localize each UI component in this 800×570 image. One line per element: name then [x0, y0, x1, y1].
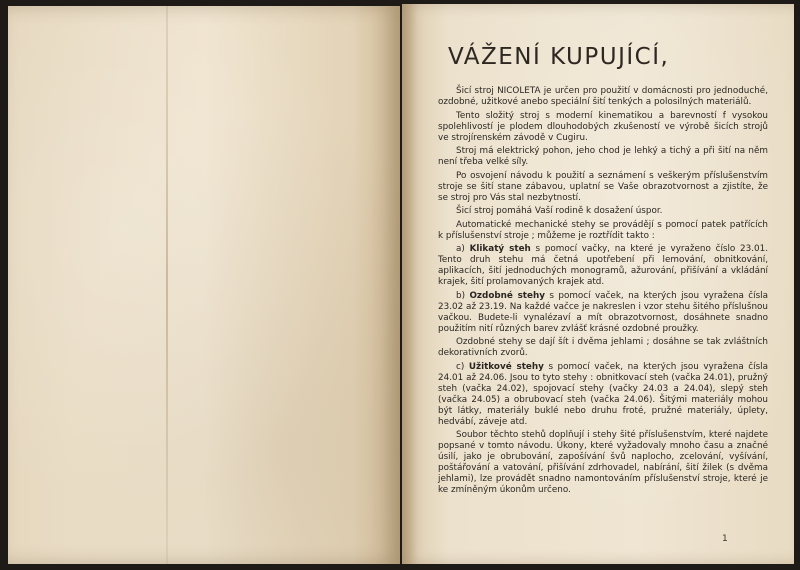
page-crease [166, 6, 168, 564]
item-b [438, 291, 768, 335]
item-c-text: s pomocí vaček, na kterých jsou vyražena čísla 24.01 až 24.06. Jsou to tyto stehy : obnitkovací steh (vačka 24.01), pružný steh (vačka 24.02), spojovací stehy (vačky 24.03 a 24.04), slepý steh (vačka 24.05) a obrubovací steh (vačka 24.06). Šitými materiály mohou být látky, materiály buklé nebo druhu froté, pružné materiály, úplety, hedvábí, záveje atd. [438, 361, 769, 427]
item-b-text: s pomocí vaček, na kterých jsou vyražena čísla 23.02 až 23.19. Na každé vačce je nakreslen i vzor stehu šitého příslušnou vačkou. Budete-li vynalézaví a mít obrazotvornost, dosáhnete snadno použitím nití různých barev zvlášť krásné ozdobné proužky. [438, 290, 768, 334]
item-c [438, 362, 768, 428]
paragraph-2: Tento složitý stroj s moderní kinematikou a barevností f vysokou spolehlivostí je plodem dlouhodobých zkušeností ve výrobě šicích strojů ve strojírenském závodě v Cugiru. [438, 110, 768, 143]
item-b-prefix: b) [456, 290, 466, 301]
paragraph-6: Automatické mechanické stehy se provádějí s pomocí patek patřících k příslušenství stroje ; můžeme je roztřídit takto : [438, 219, 768, 241]
item-c-term: Užitkové stehy [468, 361, 544, 372]
paragraph-3: Stroj má elektrický pohon, jeho chod je lehký a tichý a při šití na něm není třeba velké síly. [438, 146, 768, 167]
middle-paragraph: Ozdobné stehy se dají šít i dvěma jehlami ; dosáhne se tak zvláštních dekorativních zvorů. [438, 337, 768, 358]
page-content [438, 44, 768, 499]
item-a-text: s pomocí vačky, na které je vyraženo číslo 23.01. Tento druh stehu má četná upotřebení při lemování, obnitkování, aplikacích, šití jednoduchých monogramů, ažurování, přišívání a vkládání krajek, šití prolamovaných krajek atd. [438, 244, 769, 287]
item-c-prefix: c) [456, 361, 465, 372]
left-page-blank [8, 6, 400, 564]
paragraph-4: Po osvojení návodu k použití a seznámení s veškerým příslušenstvím stroje se šití stane zábavou, uplatní se Vaše obrazotvornost a zjistíte, že se stroj pro Vás stal nezbytností. [438, 170, 768, 203]
page-heading: VÁŽENÍ KUPUJÍCÍ, [448, 44, 670, 70]
item-b-term: Ozdobné stehy [469, 290, 545, 301]
closing-paragraph: Soubor těchto stehů doplňují i stehy šité příslušenstvím, které najdete popsané v tomto návodu. Úkony, které vyžadovaly mnoho času a značné úsilí, jako je obrubování, zapošívání švů naplocho, zcelování, vyšívání, poštářování a vatování, přišívání zdrhovadel, nabírání, šití žilek (s dvěma jehlami), lze provádět snadno namontováním příslušenství stroje, které je ke zmíněným úkonům určeno. [438, 430, 768, 495]
right-page [402, 4, 794, 564]
item-a [438, 244, 768, 288]
paragraph-5: Šicí stroj pomáhá Vaší rodině k dosažení úspor. [456, 206, 663, 216]
item-a-prefix: a) [456, 244, 465, 254]
paragraph-1: Šicí stroj NICOLETA je určen pro použití v domácnosti pro jednoduché, ozdobné, užitkové anebo speciální šití tenkých a polosilných materiálů. [438, 86, 768, 107]
page-number: 1 [722, 534, 728, 544]
item-a-term: Klikatý steh [469, 244, 531, 254]
